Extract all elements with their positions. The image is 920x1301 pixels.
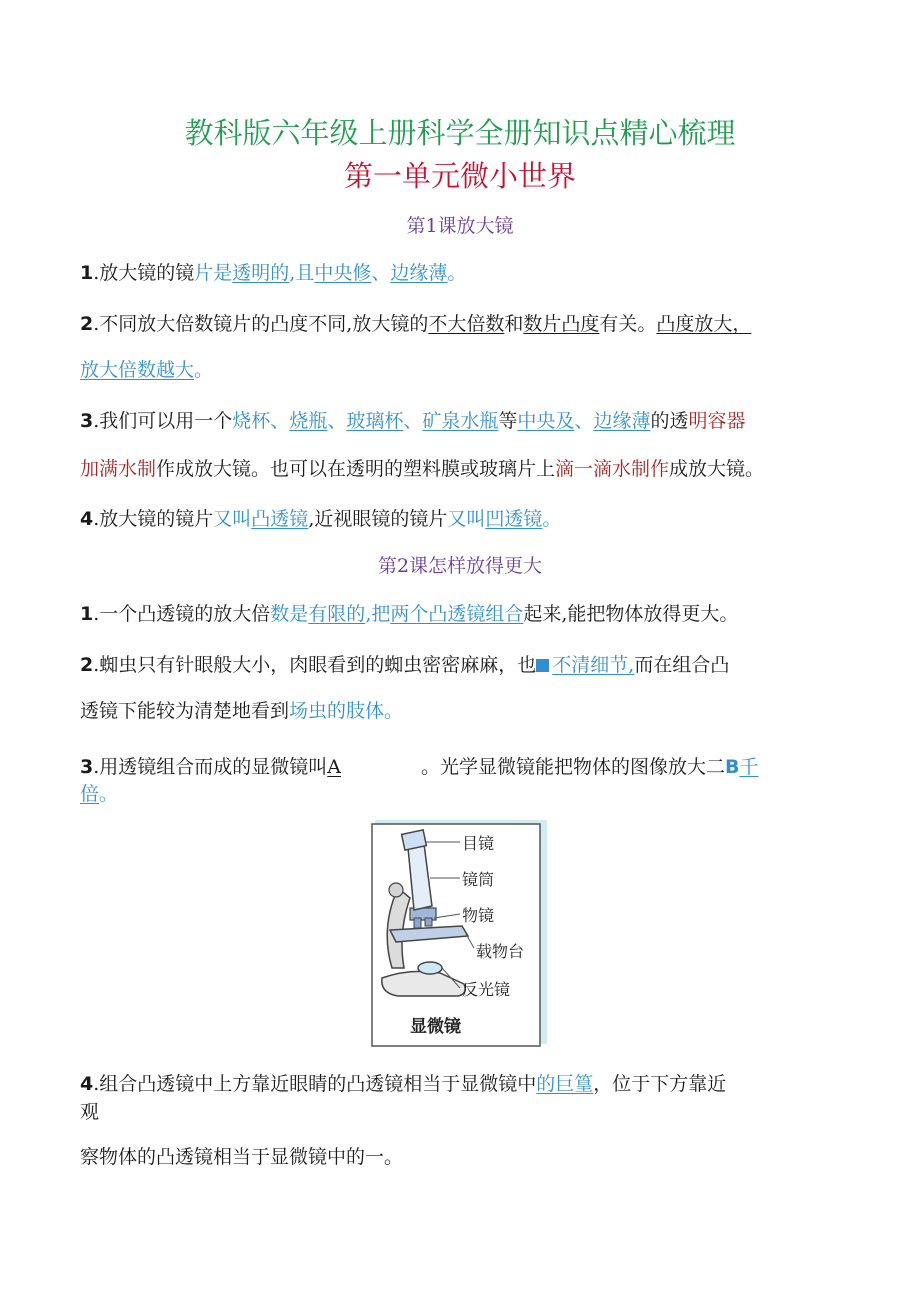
lesson1-point3-line1: 3.我们可以用一个烧杯、烧瓶、玻璃杯、矿泉水瓶等中央及、边缘薄的透明容器 (80, 410, 746, 432)
lesson1-point2-line2: 放大倍数越大。 (80, 359, 214, 381)
blank-a: A (327, 756, 342, 778)
lesson2-heading: 第2课怎样放得更大 (377, 555, 543, 577)
unit-title: 第一单元微小世界 (343, 159, 576, 193)
lesson2-point2-line1: 2.蜘虫只有针眼般大小，肉眼看到的蜘虫密密麻麻，也 不清细节,而在组合凸 (80, 654, 730, 676)
lesson1-point2-line1: 2.不同放大倍数镜片的凸度不同,放大镜的不大倍数和数片凸度有关。凸度放大， (80, 313, 752, 335)
label-objective: 物镜 (462, 906, 495, 925)
microscope-knob (389, 883, 403, 897)
objective-lens-1 (414, 918, 421, 928)
lesson1-heading: 第1课放大镜 (406, 215, 514, 237)
label-stage: 载物台 (476, 942, 525, 961)
microscope-figure (370, 818, 550, 1048)
microscope-diagram (370, 818, 550, 1048)
label-tube: 镜筒 (462, 870, 495, 889)
lesson1-point4: 4.放大镜的镜片又叫凸透镜,近视眼镜的镜片又叫凹透镜。 (80, 508, 562, 530)
square-glyph (536, 659, 549, 672)
lesson2-point2-line2: 透镜下能较为清楚地看到场虫的肢体。 (80, 700, 404, 722)
lesson2-point4-line3: 察物体的凸透镜相当于显微镜中的一。 (80, 1146, 404, 1168)
lesson2-point3-line1: 3.用透镜组合而成的显微镜叫A 。光学显微镜能把物体的图像放大二B千 (80, 756, 759, 778)
lesson2-point4-line2: 观 (80, 1101, 100, 1123)
microscope-mirror (418, 962, 442, 974)
microscope-eyepiece (402, 830, 427, 850)
lesson2-point4-line1: 4.组合凸透镜中上方靠近眼睛的凸透镜相当于显微镜中的巨篁，位于下方靠近 (80, 1073, 727, 1095)
lesson2-point3-line2: 倍。 (80, 783, 119, 805)
lesson1-point3-line2: 加满水制作成放大镜。也可以在透明的塑料膜或玻璃片上滴一滴水制作成放大镜。 (80, 458, 765, 480)
lesson1-point1: 1.放大镜的镜片是透明的,且中央修、边缘薄。 (80, 262, 467, 284)
objective-lens-2 (425, 918, 432, 926)
blank-square-answer: 不清细节, (536, 654, 634, 676)
label-mirror: 反光镜 (462, 980, 511, 999)
label-eyepiece: 目镜 (462, 834, 495, 853)
figure-caption: 显微镜 (410, 1017, 461, 1037)
blank-b: B (725, 756, 740, 778)
document-title: 教科版六年级上册科学全册知识点精心梳理 (184, 116, 736, 150)
lesson2-point1: 1.一个凸透镜的放大倍数是有限的,把两个凸透镜组合起来,能把物体放得更大。 (80, 603, 739, 625)
